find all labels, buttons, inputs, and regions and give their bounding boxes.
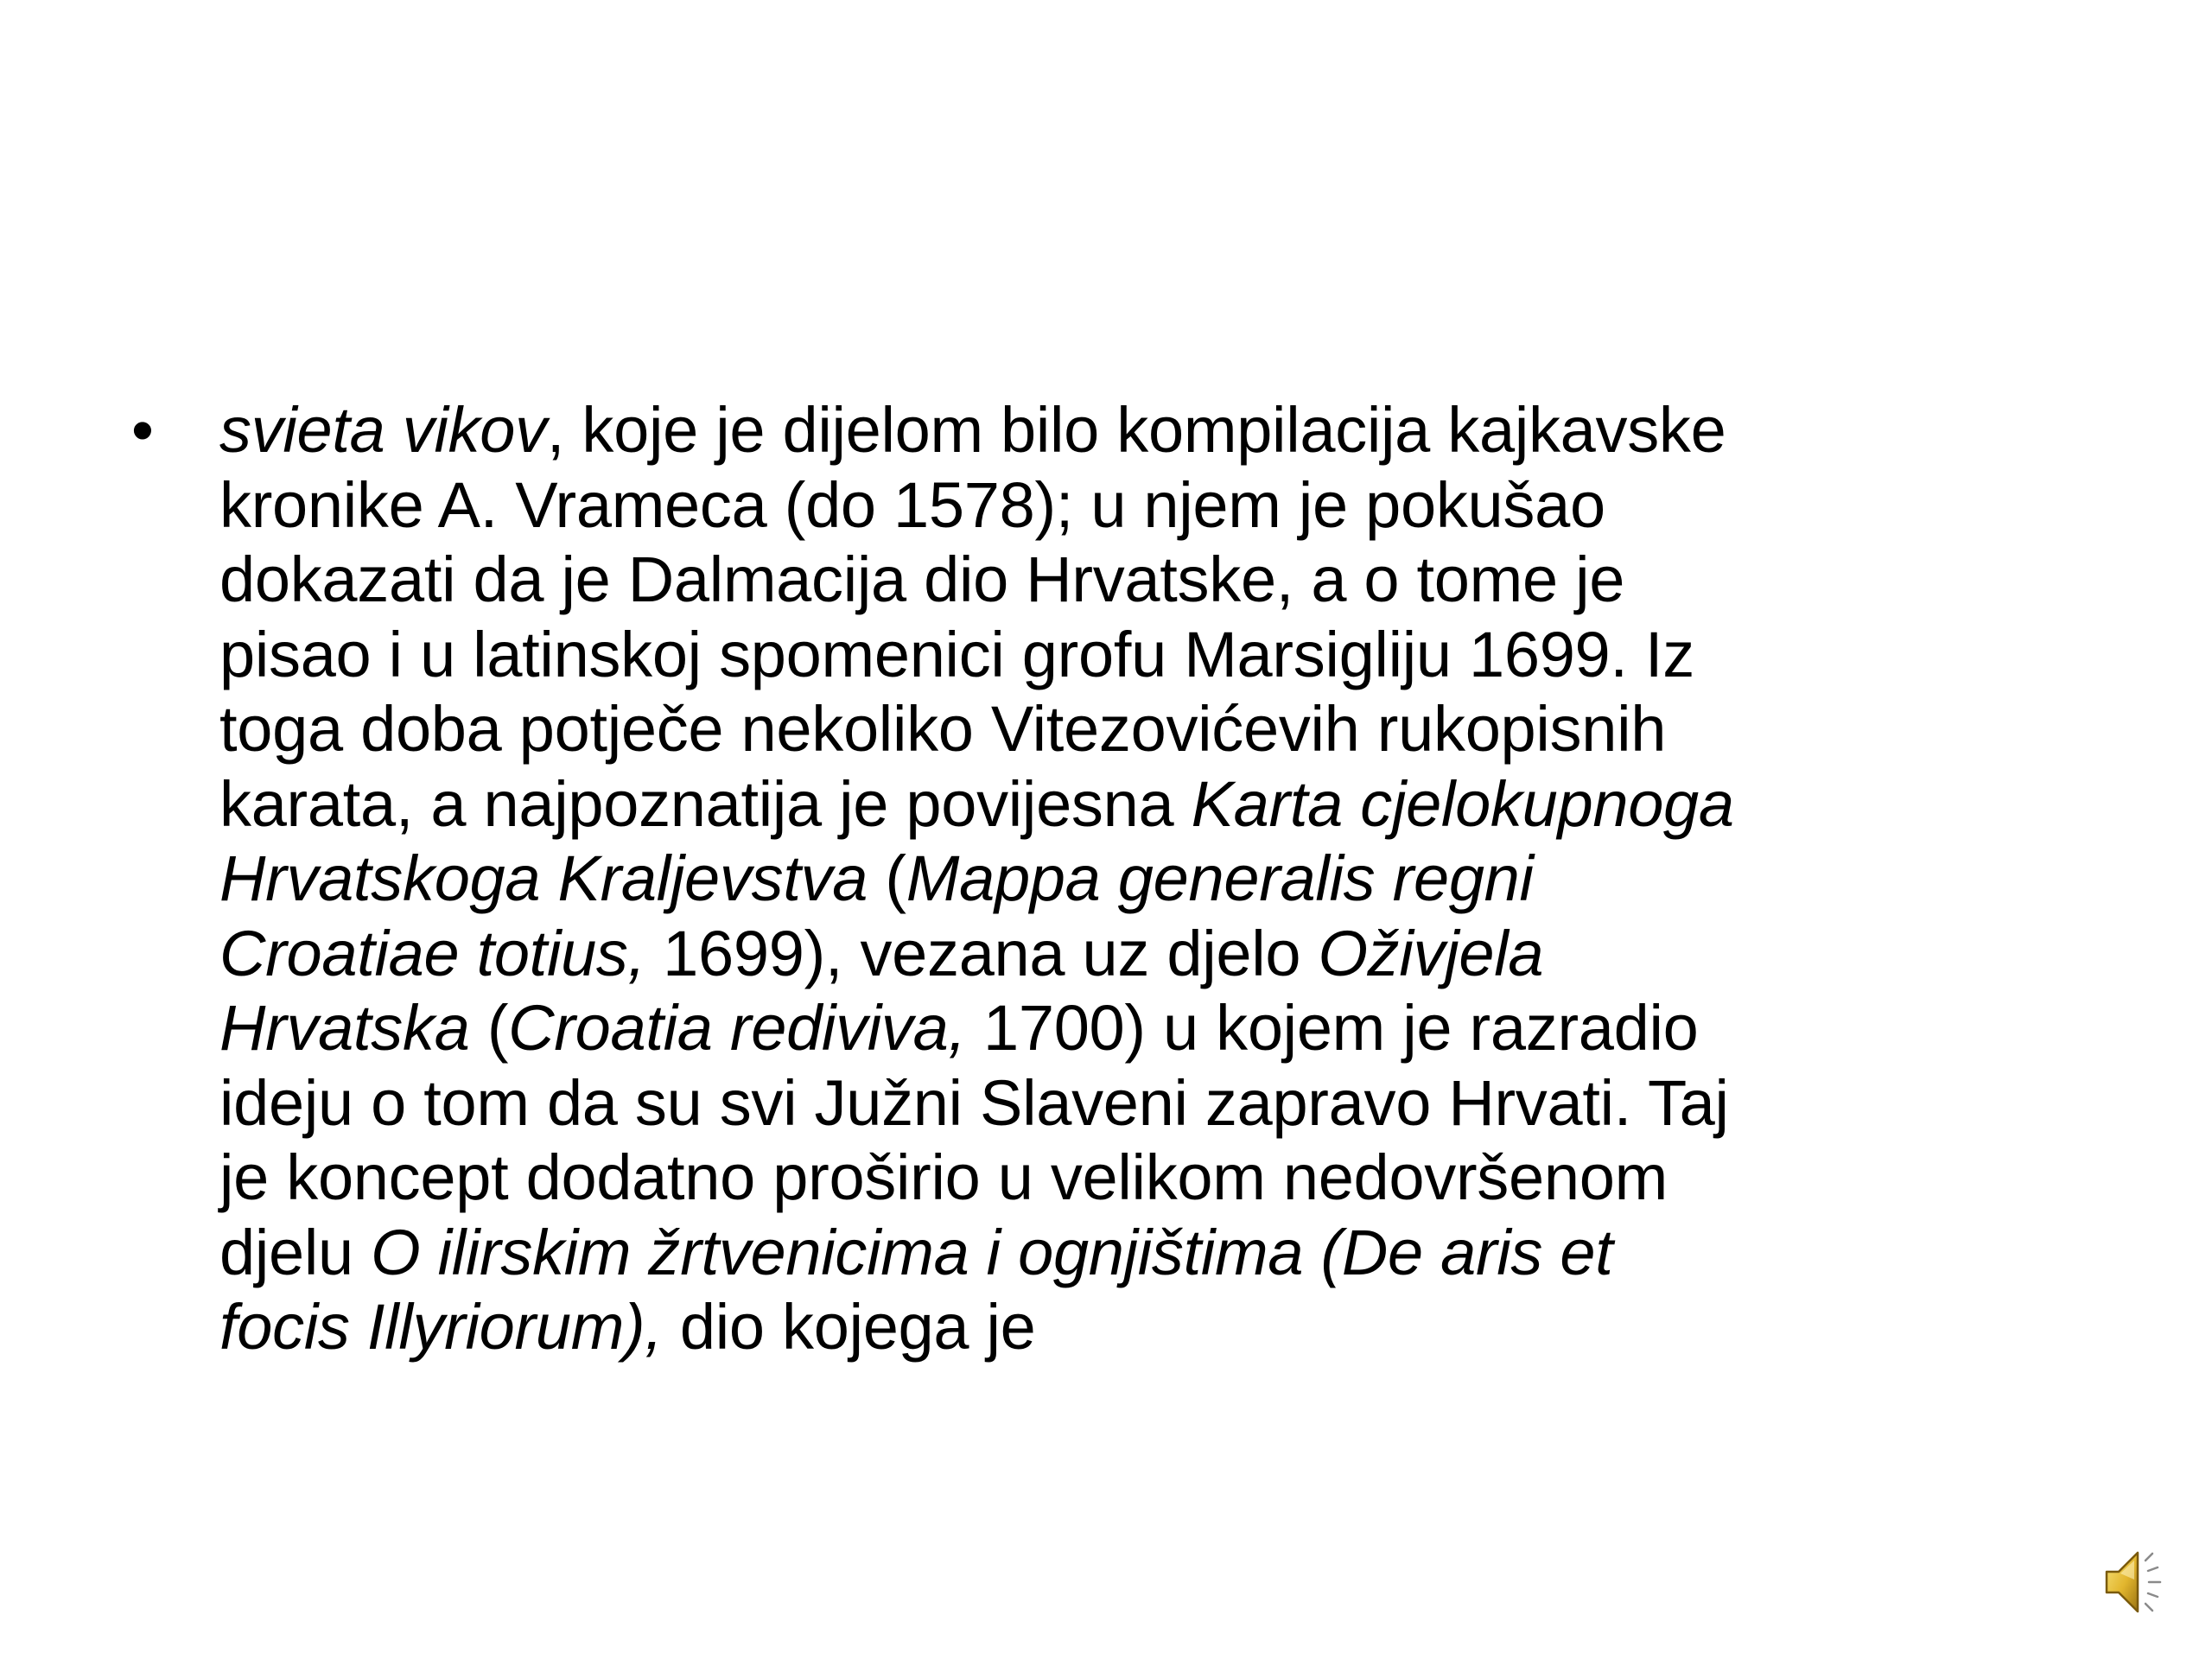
text-line <box>219 393 2119 468</box>
text-line <box>219 917 2119 992</box>
text-line <box>219 1216 2119 1291</box>
bullet-item <box>131 393 2119 1365</box>
text-run: dio kojega je <box>662 1291 1036 1363</box>
text-run: ( <box>469 992 509 1064</box>
text-run: je koncept dodatno proširio u velikom nedovršenom <box>219 1141 1668 1213</box>
text-line <box>219 468 2119 543</box>
text-line <box>219 1290 2119 1365</box>
bullet-list <box>131 393 2119 1365</box>
text-run: 1699), vezana uz djelo <box>645 917 1319 989</box>
italic-run: svieta vikov <box>219 394 547 466</box>
italic-run: Croatia rediviva, <box>508 992 966 1064</box>
text-line <box>219 692 2119 767</box>
text-line <box>219 543 2119 618</box>
bullet-marker: • <box>131 394 154 466</box>
text-line <box>219 842 2119 917</box>
bullet-text <box>219 393 2119 1365</box>
text-run: kronike A. Vrameca (do 1578); u njem je pokušao <box>219 468 1605 541</box>
italic-run: O ilirskim žrtvenicima i ognjištima (De aris et <box>371 1216 1613 1288</box>
sound-waves <box>2145 1554 2160 1611</box>
text-run: 1700) u kojem je razradio <box>965 992 1699 1064</box>
italic-run: Croatiae totius, <box>219 917 645 989</box>
text-run: dokazati da je Dalmacija dio Hrvatske, a o tome je <box>219 543 1625 615</box>
italic-run: Mappa generalis regni <box>906 842 1534 914</box>
text-line <box>219 1141 2119 1216</box>
text-run: ( <box>868 842 906 914</box>
italic-run: Oživjela <box>1318 917 1544 989</box>
text-line <box>219 991 2119 1066</box>
speaker-icon[interactable] <box>2103 1545 2164 1619</box>
text-run: toga doba potječe nekoliko Vitezovićevih rukopisnih <box>219 693 1667 765</box>
text-run: , koje je dijelom bilo kompilacija kajkavske <box>546 394 1726 466</box>
speaker-body <box>2107 1553 2138 1611</box>
text-line <box>219 767 2119 842</box>
italic-run: Hrvatskoga Kraljevstva <box>219 842 868 914</box>
italic-run: focis Illyriorum), <box>219 1291 663 1363</box>
italic-run: Karta cjelokupnoga <box>1191 767 1734 840</box>
text-run: karata, a najpoznatija je povijesna <box>219 767 1192 840</box>
text-run: djelu <box>219 1216 372 1288</box>
text-run: ideju o tom da su svi Južni Slaveni zapravo Hrvati. Taj <box>219 1066 1729 1139</box>
italic-run: Hrvatska <box>219 992 470 1064</box>
text-line <box>219 618 2119 693</box>
text-line <box>219 1066 2119 1141</box>
text-run: pisao i u latinskoj spomenici grofu Marsigliju 1699. Iz <box>219 618 1694 690</box>
